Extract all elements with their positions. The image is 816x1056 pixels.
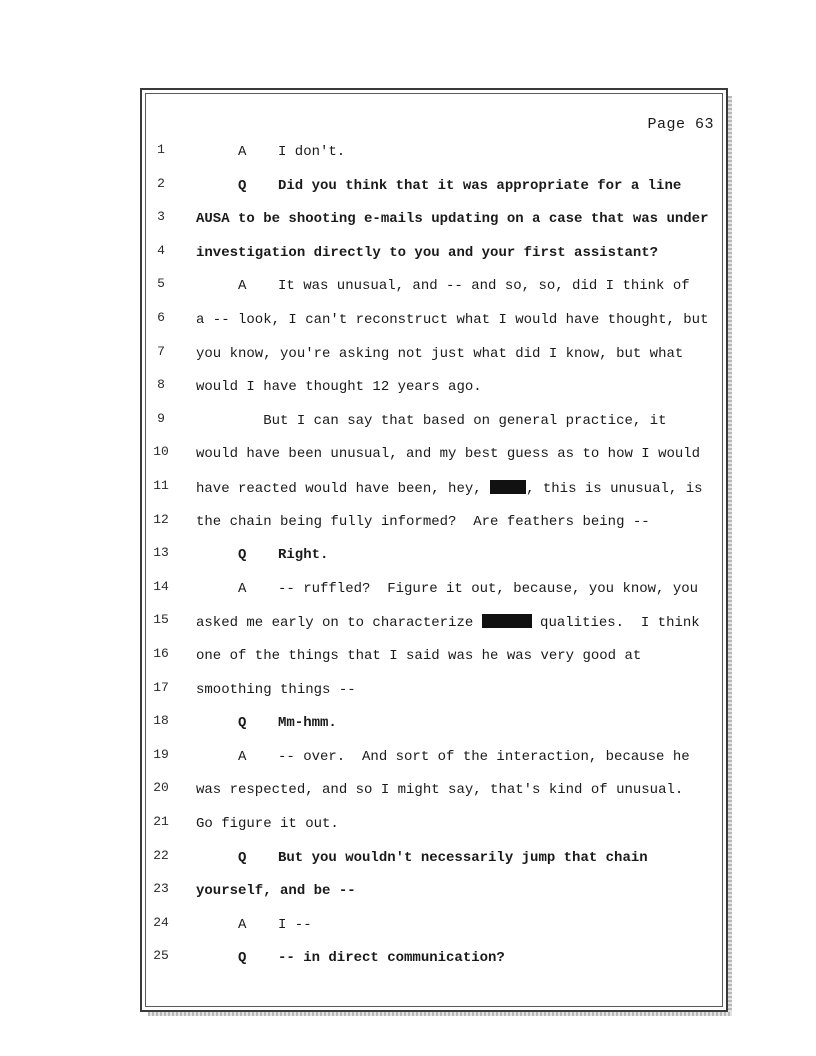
line-body: -- ruffled? Figure it out, because, you know, you xyxy=(278,580,699,597)
line-body: Did you think that it was appropriate for a line xyxy=(278,177,682,194)
transcript-line xyxy=(0,609,816,635)
transcript-line xyxy=(0,341,816,367)
transcript-line xyxy=(0,240,816,266)
line-number: 14 xyxy=(153,578,169,594)
transcript-line xyxy=(0,576,816,602)
line-text xyxy=(196,614,700,631)
line-body: But I can say that based on general practice, it xyxy=(196,412,667,429)
line-text xyxy=(196,379,482,395)
transcript-line xyxy=(0,777,816,803)
transcript-line xyxy=(0,744,816,770)
line-body: Right. xyxy=(278,547,329,564)
line-number: 15 xyxy=(153,612,169,628)
line-number: 16 xyxy=(153,646,169,661)
line-text xyxy=(196,245,658,261)
transcript-line xyxy=(0,710,816,736)
transcript-line xyxy=(0,945,816,971)
transcript-line xyxy=(0,811,816,837)
line-text xyxy=(238,715,337,731)
transcript-line xyxy=(0,542,816,568)
line-text xyxy=(196,816,339,832)
line-text xyxy=(196,682,356,698)
line-text xyxy=(238,178,681,194)
line-body: It was unusual, and -- and so, so, did I think of xyxy=(278,278,690,295)
line-body: was respected, and so I might say, that's kind of unusual. xyxy=(196,782,684,799)
line-body: Mm-hmm. xyxy=(278,715,337,732)
line-body-after-redaction: , this is unusual, is xyxy=(526,481,703,497)
line-body: -- over. And sort of the interaction, because he xyxy=(278,748,690,765)
line-number: 18 xyxy=(153,713,169,729)
transcript-line xyxy=(0,441,816,467)
line-body: AUSA to be shooting e-mails updating on a case that was under xyxy=(196,211,709,228)
line-text xyxy=(238,278,690,294)
line-text xyxy=(238,144,345,160)
line-body: I don't. xyxy=(278,144,346,160)
line-number: 12 xyxy=(153,511,169,527)
transcript-line xyxy=(0,307,816,333)
speaker-label: Q xyxy=(238,950,247,967)
transcript-line xyxy=(0,677,816,703)
transcript-line xyxy=(0,845,816,871)
frame-shadow-bottom xyxy=(148,1012,732,1016)
line-number: 25 xyxy=(153,948,169,964)
line-body: you know, you're asking not just what did I know, but what xyxy=(196,345,684,362)
line-text xyxy=(196,480,703,497)
line-number: 11 xyxy=(153,478,169,493)
line-body: one of the things that I said was he was very good at xyxy=(196,648,642,664)
redaction-box xyxy=(490,480,526,494)
transcript-line xyxy=(0,912,816,938)
line-number: 17 xyxy=(153,679,169,695)
transcript-line xyxy=(0,408,816,434)
transcript-line xyxy=(0,643,816,669)
line-body: Go figure it out. xyxy=(196,816,339,832)
line-text xyxy=(196,346,683,362)
line-number: 1 xyxy=(157,142,165,157)
line-text xyxy=(238,581,698,597)
line-number: 5 xyxy=(157,276,165,292)
line-number: 19 xyxy=(153,746,169,762)
transcript-line xyxy=(0,206,816,232)
line-body: smoothing things -- xyxy=(196,681,356,698)
line-number: 24 xyxy=(153,914,169,930)
transcript-line xyxy=(0,509,816,535)
line-text xyxy=(196,413,666,429)
speaker-label: A xyxy=(238,916,247,933)
line-text xyxy=(196,648,641,664)
line-body: asked me early on to characterize xyxy=(196,615,482,632)
redaction-box xyxy=(482,614,532,628)
line-body: I -- xyxy=(278,916,312,933)
line-body-after-redaction: qualities. I think xyxy=(531,615,700,632)
page-number: Page 63 xyxy=(647,116,714,133)
transcript-line xyxy=(0,173,816,199)
transcript-line xyxy=(0,878,816,904)
speaker-label: Q xyxy=(238,547,247,564)
line-number: 10 xyxy=(153,444,169,460)
speaker-label: Q xyxy=(238,177,247,194)
transcript-line xyxy=(0,139,816,165)
transcript-line xyxy=(0,374,816,400)
line-number: 8 xyxy=(157,377,165,393)
line-body: -- in direct communication? xyxy=(278,950,505,967)
speaker-label: A xyxy=(238,144,247,160)
line-number: 9 xyxy=(157,410,165,426)
line-number: 7 xyxy=(157,343,165,359)
line-text xyxy=(196,782,683,798)
line-body: But you wouldn't necessarily jump that chain xyxy=(278,849,648,866)
line-text xyxy=(196,211,708,227)
line-body: would have been unusual, and my best guess as to how I would xyxy=(196,446,701,463)
speaker-label: A xyxy=(238,580,247,597)
line-body: a -- look, I can't reconstruct what I would have thought, but xyxy=(196,312,709,328)
line-text xyxy=(238,917,312,933)
speaker-label: A xyxy=(238,278,247,295)
line-number: 2 xyxy=(157,175,165,191)
line-number: 22 xyxy=(153,847,169,863)
line-text xyxy=(238,547,328,563)
line-body: investigation directly to you and your first assistant? xyxy=(196,244,659,261)
line-text xyxy=(196,514,650,530)
line-number: 20 xyxy=(153,780,169,796)
line-body: yourself, and be -- xyxy=(196,883,356,900)
line-body: have reacted would have been, hey, xyxy=(196,481,491,497)
speaker-label: A xyxy=(238,748,247,765)
line-text xyxy=(196,883,356,899)
line-number: 4 xyxy=(157,242,165,258)
line-number: 6 xyxy=(157,310,165,325)
line-text xyxy=(196,312,708,328)
line-number: 21 xyxy=(153,814,169,829)
line-text xyxy=(238,950,505,966)
speaker-label: Q xyxy=(238,849,247,866)
line-text xyxy=(238,749,690,765)
transcript-line xyxy=(0,273,816,299)
line-number: 3 xyxy=(157,209,165,225)
speaker-label: Q xyxy=(238,715,247,732)
line-number: 13 xyxy=(153,545,169,561)
line-text xyxy=(196,446,700,462)
line-body: would I have thought 12 years ago. xyxy=(196,379,482,396)
line-body: the chain being fully informed? Are feathers being -- xyxy=(196,513,650,530)
line-number: 23 xyxy=(153,881,169,897)
transcript-line xyxy=(0,475,816,501)
line-text xyxy=(238,850,648,866)
